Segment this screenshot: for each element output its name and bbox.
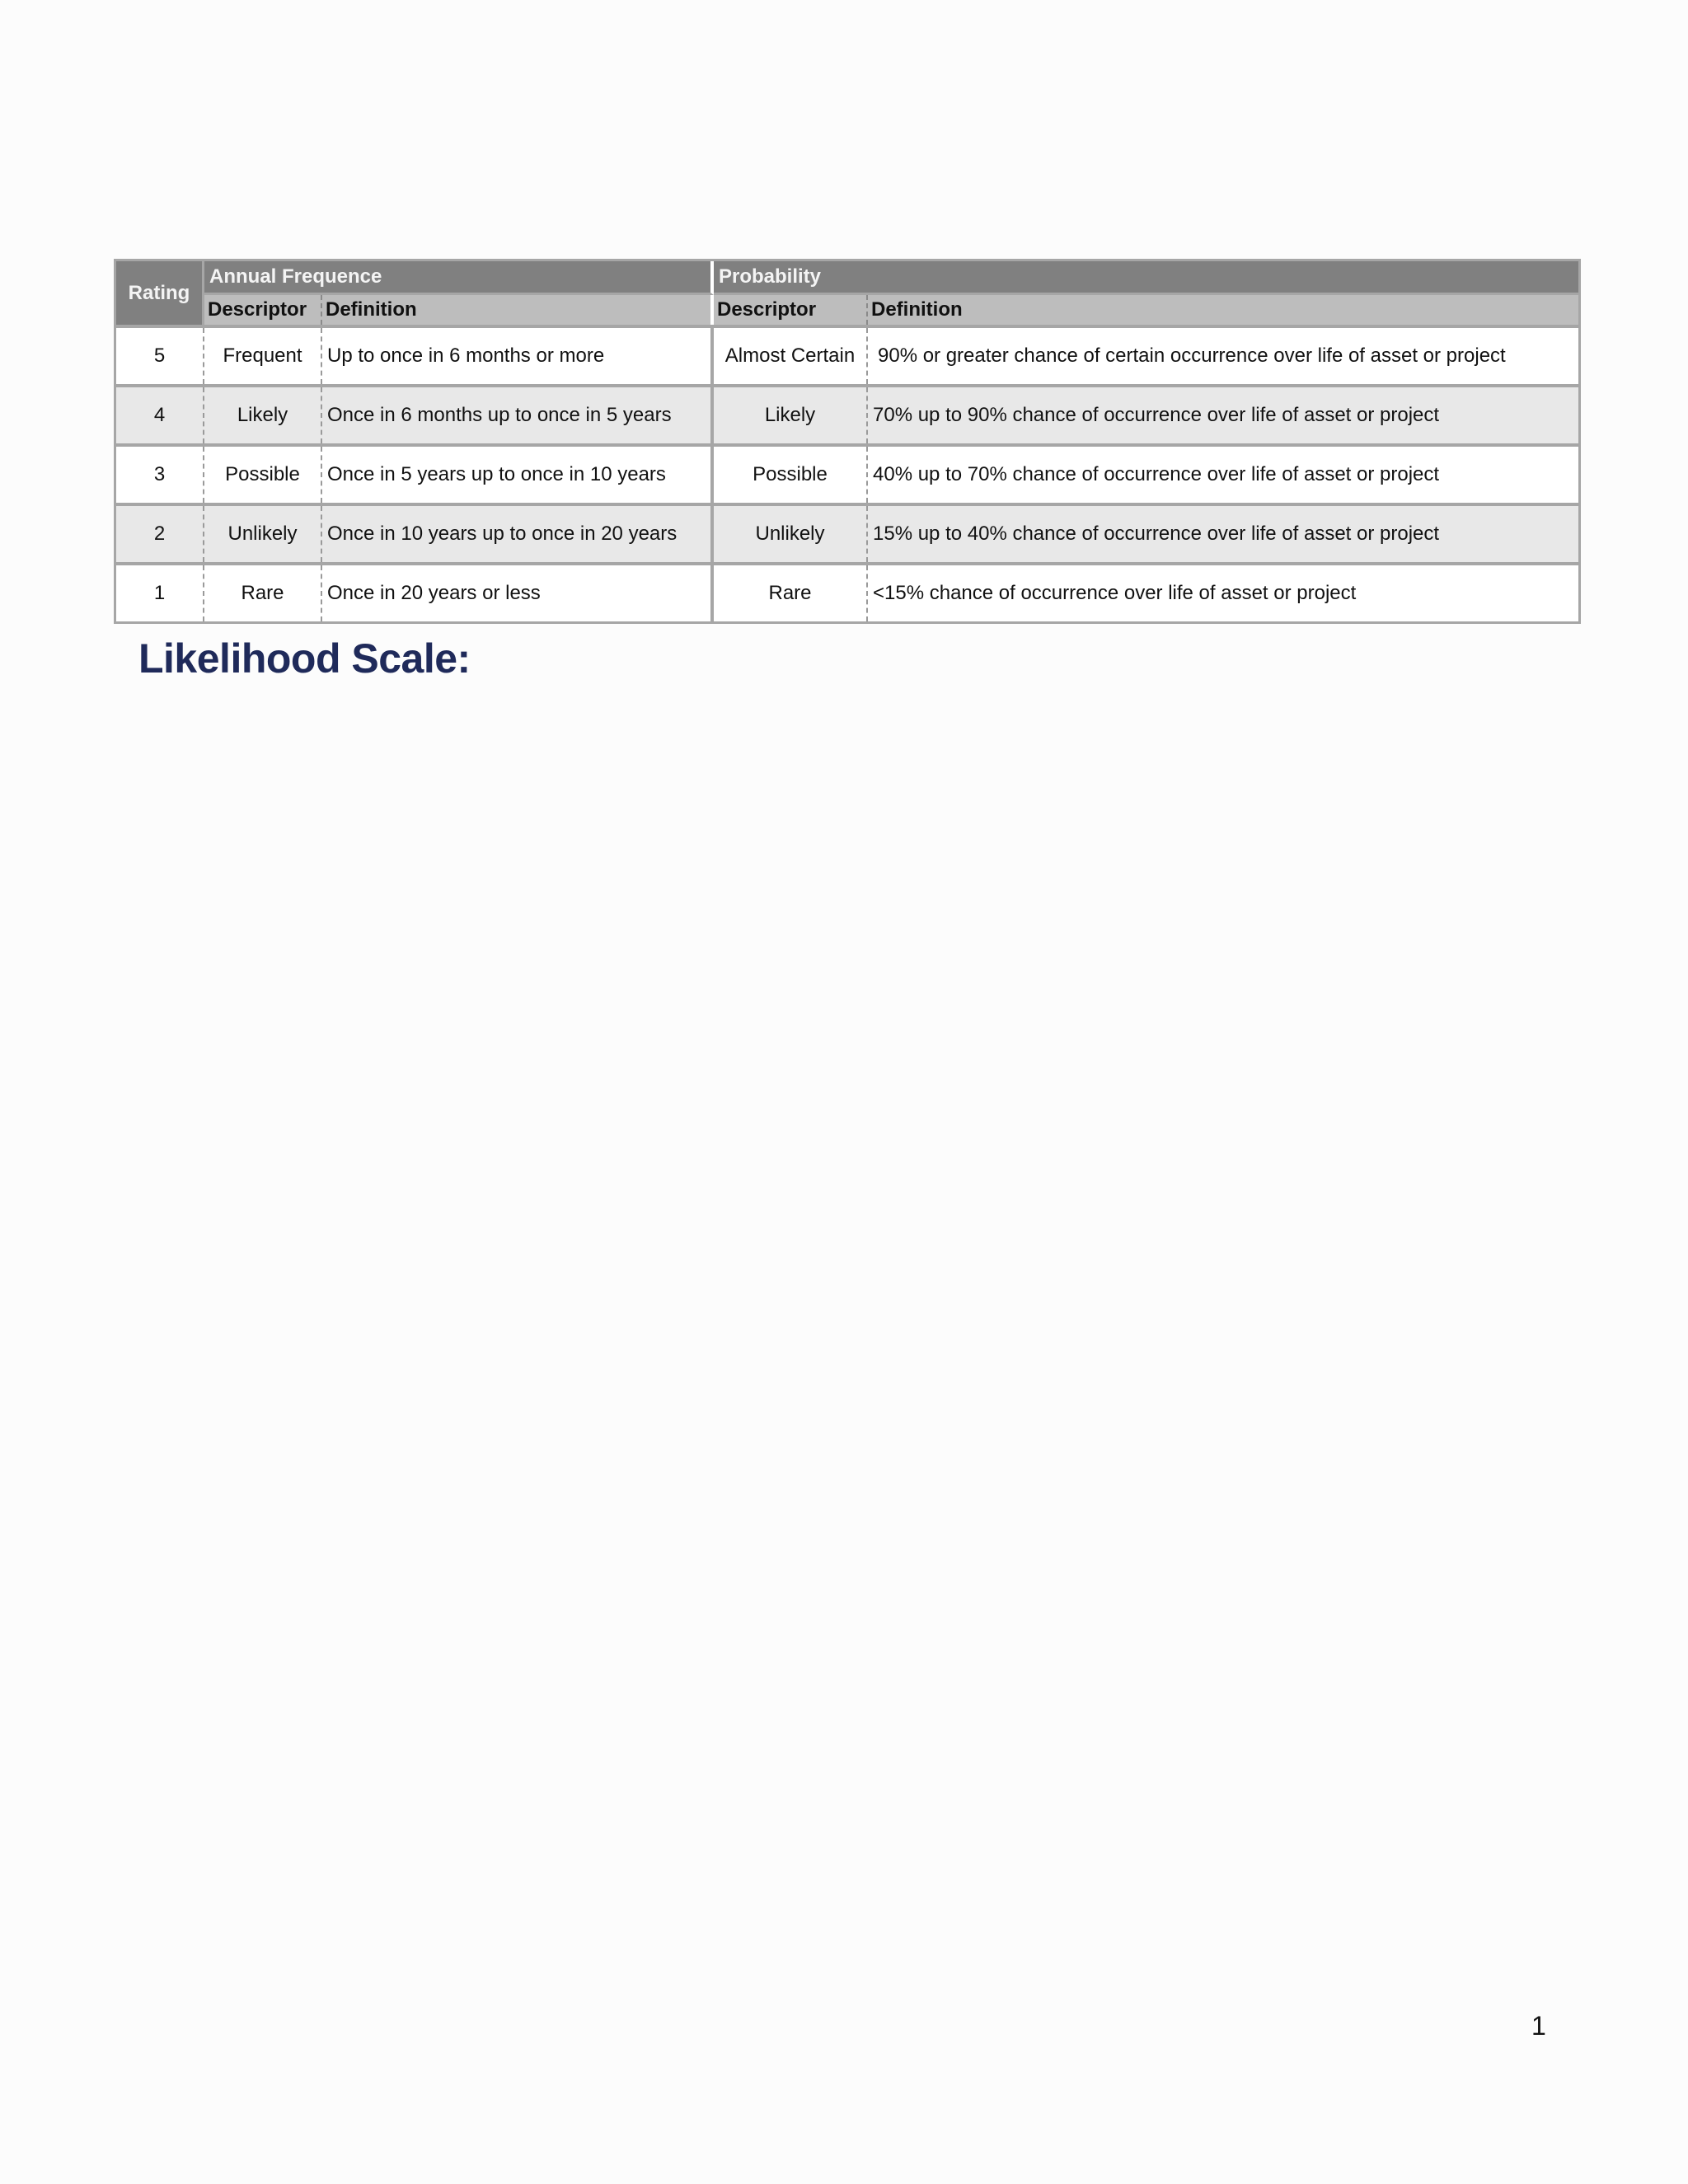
table-row: [116, 506, 1578, 562]
prob-descriptor-cell: Almost Certain: [714, 328, 868, 384]
rating-cell: 3: [116, 447, 204, 503]
prob-descriptor-cell: Likely: [714, 387, 868, 443]
prob-descriptor-cell: Unlikely: [714, 506, 868, 562]
freq-descriptor-cell: Unlikely: [204, 506, 322, 562]
freq-descriptor-cell: Possible: [204, 447, 322, 503]
rating-cell: 4: [116, 387, 204, 443]
table-header: [116, 261, 1578, 325]
prob-descriptor-cell: Rare: [714, 565, 868, 621]
table-row: [116, 447, 1578, 503]
freq-definition-cell: Once in 10 years up to once in 20 years: [322, 506, 714, 562]
rating-cell: 5: [116, 328, 204, 384]
freq-definition-cell: Once in 6 months up to once in 5 years: [322, 387, 714, 443]
prob-definition-cell: 40% up to 70% chance of occurrence over life of asset or project: [868, 447, 1578, 503]
freq-definition-cell: Up to once in 6 months or more: [322, 328, 714, 384]
prob-definition-cell: 15% up to 40% chance of occurrence over life of asset or project: [868, 506, 1578, 562]
table-body: [116, 325, 1578, 621]
freq-definition-header: Definition: [322, 295, 714, 325]
likelihood-scale-table: [114, 259, 1581, 624]
table-row: [116, 387, 1578, 443]
probability-header: Probability: [714, 261, 1578, 295]
header-sub-row: [116, 295, 1578, 325]
annual-frequence-header: Annual Frequence: [204, 261, 714, 295]
table-row: [116, 565, 1578, 621]
likelihood-scale-title: Likelihood Scale:: [138, 635, 471, 682]
prob-definition-cell: 90% or greater chance of certain occurrence over life of asset or project: [868, 328, 1578, 384]
freq-descriptor-cell: Likely: [204, 387, 322, 443]
freq-descriptor-header: Descriptor: [204, 295, 322, 325]
freq-descriptor-cell: Frequent: [204, 328, 322, 384]
table-row: [116, 328, 1578, 384]
prob-definition-cell: <15% chance of occurrence over life of asset or project: [868, 565, 1578, 621]
freq-definition-cell: Once in 20 years or less: [322, 565, 714, 621]
rating-cell: 2: [116, 506, 204, 562]
freq-descriptor-cell: Rare: [204, 565, 322, 621]
rating-header: Rating: [116, 261, 204, 325]
prob-definition-header: Definition: [868, 295, 1578, 325]
page-number: 1: [1531, 2011, 1546, 2041]
rating-cell: 1: [116, 565, 204, 621]
prob-descriptor-cell: Possible: [714, 447, 868, 503]
freq-definition-cell: Once in 5 years up to once in 10 years: [322, 447, 714, 503]
header-group-row: [116, 261, 1578, 295]
prob-descriptor-header: Descriptor: [714, 295, 868, 325]
prob-definition-cell: 70% up to 90% chance of occurrence over life of asset or project: [868, 387, 1578, 443]
